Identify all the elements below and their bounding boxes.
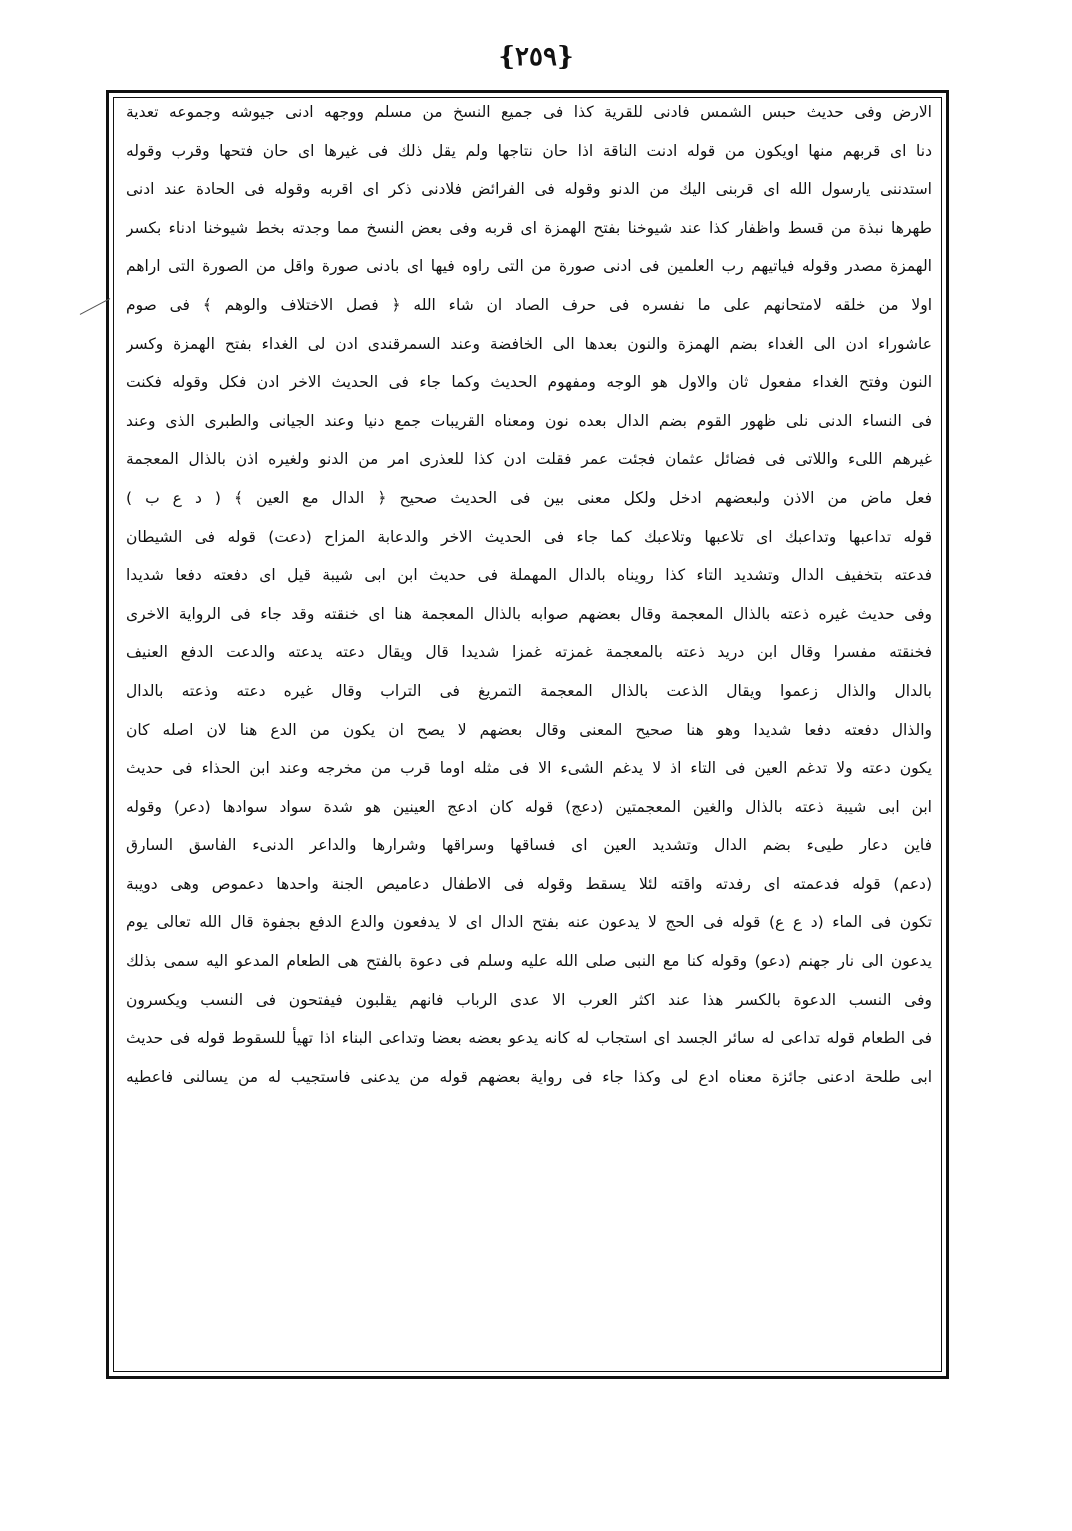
text-line: الارض وفى حديث حبس الشمس فادنى للقرية كذا فى جميع النسخ من مسلم ووجهه ادنى جيوشه وجموعه تعدية <box>126 103 932 121</box>
text-line: يكون دعته ولا تدغم العين فى التاء اذ لا يدغم الشىء الا فى مثله اوما قرب من مخرجه وعند ابن الحذاء فى حديث <box>126 759 932 778</box>
text-line: فخنقته مفسرا وقال ابن دريد ذعته بالمعجمة غمزته غمزا شديدا قال ويقال دعته يدعته والدعت الدفع العنيف <box>126 643 932 662</box>
text-line: طهرها نبذة من قسط واظفار كذا عند شيوخنا بفتح الهمزة اى قربه وفى بعض النسخ مما وجدته بخط شيوخنا ادناء بكسر <box>126 218 932 237</box>
text-line: (دعم) قوله فدعمته اى رفدته واقته لئلا يسقط وقوله فى الاطفال دعاميص الجنة واحدها دعموص وهى دويبة <box>126 874 932 893</box>
text-line: فى النساء الدنى نلى ظهور القوم بضم الدال بعده نون ومعناه القريبات جمع دنيا وعند الجيانى والطبرى الذى وعند <box>126 411 932 430</box>
text-line: فى الطعام قوله تداعى له سائر الجسد اى استجاب له كانه يدعو بعضه بعضا وتداعى البناء اذا تهيأ للسقوط قوله فى حديث <box>126 1029 932 1048</box>
text-line: الهمزة مصدر وقوله فياتيهم رب العلمين فى ادنى صورة من التى راوه فيها اى بادنى صورة واقل من الصورة التى اراهم <box>126 257 932 276</box>
text-line: غيرهم اللىء واللاتى فى فضائل عثمان فجئت عمر فقلت ادن كذا للعذرى امر من الدنو ولغيره اذن بالذال المعجمة <box>126 450 932 469</box>
text-line: تكون فى الماء (د ع ع) قوله فى الحج لا يدعون عنه بفتح الدال اى لا يدفعون والدع الدفع بجفوة قال الله تعالى يوم <box>126 913 932 932</box>
page-number: {٢٥٩} <box>498 42 574 72</box>
text-line-section-heading: فعل ماض من الاذن ولبعضهم ادخل ولكل معنى بين فى الحديث صحيح ﴿ الدال مع العين ﴾ ( د ع ب ) <box>126 488 932 507</box>
text-line: استدننى يارسول الله اى قربنى اليك من الدنو وقوله فى الفرائض فلادنى ذكر اى اقربه وقوله فى الحادة عند ادنى <box>126 180 932 199</box>
text-line: ابى طلحة ادعنى جائزة معناه ادع لى وكذا جاء فى رواية بعضهم قوله من يدعنى فاستجيب له من يسالنى فاعطيه <box>126 1067 932 1086</box>
text-body <box>126 93 932 1096</box>
text-line: دنا اى قربهم منها اويكون من قوله ادنت الناقة اذا حان نتاجها ولم يقل ذلك فى غيرها اى حان فتحها وقرب وقوله <box>126 141 932 160</box>
text-line: فاين دعار طيىء بضم الدال وتشديد العين اى فساقها وسراقها وشرارها والداعر الدنىء الفاسق السارق <box>126 836 932 855</box>
text-line: فدعته بتخفيف الدال وتشديد التاء كذا رويناه بالدال المهملة فى حديث ابن ابى شيبة قيل اى دفعته دفعا شديدا <box>126 566 932 585</box>
text-line-section-heading: اولا من خلقه لامتحانهم على ما نفسره فى حرف الصاد ان شاء الله ﴿ فصل الاختلاف والوهم ﴾ فى صوم <box>126 295 932 314</box>
text-line: عاشوراء ادن الى الغداء بضم الهمزة والنون بعدها الى الخافضة وعند السمرقندى ادن لى الغداء بفتح الهمزة وكسر <box>126 334 932 353</box>
text-line: بالدال والذال زعموا ويقال الذعت بالذال المعجمة التمريغ فى التراب وقال غيره دعته وذعته بالدال <box>126 681 932 700</box>
text-line: قوله تداعبها وتداعبك اى تلاعبها وتلاعبك كما جاء فى الحديث الاخر والدعابة المزاح (دعت) قوله فى الشيطان <box>126 527 932 546</box>
text-line: وفى النسب الدعوة بالكسر هذا عند اكثر العرب الا عدى الرباب فانهم يقلبون فيفتحون فى النسب ويكسرون <box>126 990 932 1009</box>
text-line: وفى حديث غيره ذعته بالذال المعجمة وقال بعضهم صوابه بالذال المعجمة هنا اى خنقته وقد جاء فى الرواية الاخرى <box>126 604 932 623</box>
text-line: يدعون الى نار جهنم (دعو) وقوله كنا مع النبى صلى الله عليه وسلم فى دعوة بالفتح هى الطعام المدعو اليه سمى بذلك <box>126 952 932 971</box>
text-line: ابن ابى شيبة ذعته بالذال والغين المعجمتين (دعج) قوله كان ادعج العينين هو شدة سواد سوادها (دعر) وقوله <box>126 797 932 816</box>
text-line: النون وفتح الغداء مفعول ثان والاول هو الوجه ومفهوم الحديث وكما جاء فى الحديث الاخر ادن فكل وقوله فكنت <box>126 373 932 392</box>
text-line: والذال دفعته دفعا شديدا وهو هنا صحيح المعنى وقال بعضهم لا يصح ان يكون من الدع هنا لان اصله كان <box>126 720 932 739</box>
